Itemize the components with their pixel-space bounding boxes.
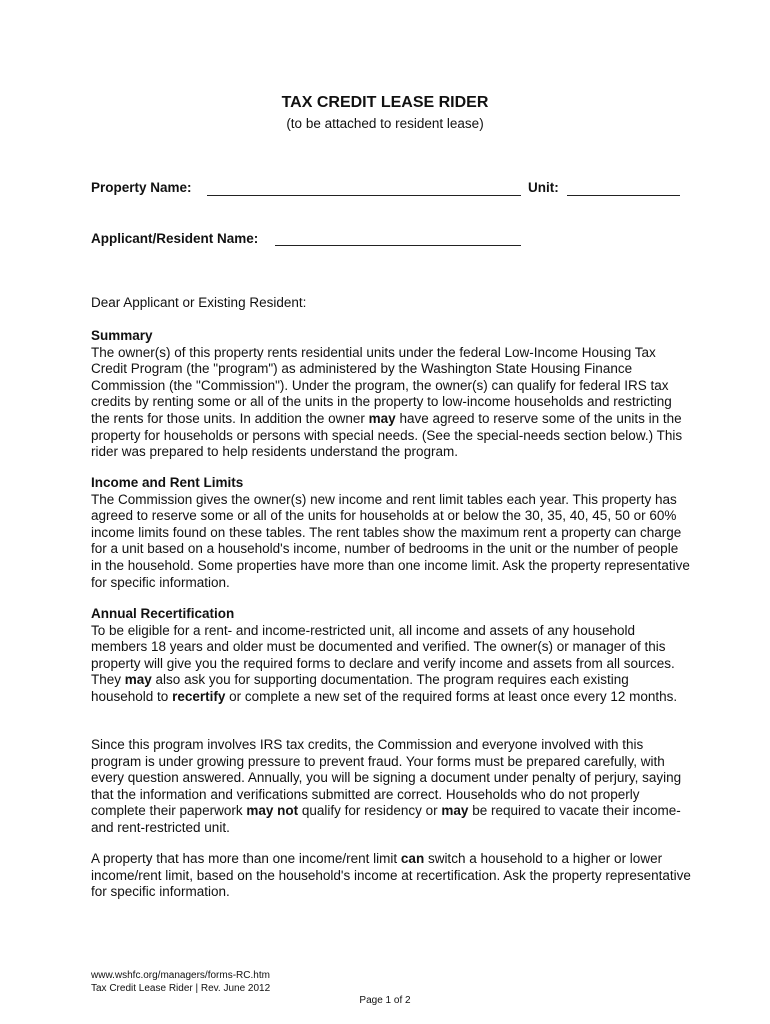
switch-section [91,851,691,901]
recertification-text-2: also ask you for supporting documentation. The program requires each existing household to [91,672,629,704]
switch-bold-1: can [400,851,425,866]
property-name-label: Property Name: [91,180,192,195]
footer-page-number: Page 1 of 2 [359,995,411,1006]
recertification-section [91,606,691,706]
fraud-bold-2: may [441,803,469,819]
unit-field[interactable] [567,195,680,196]
recertification-bold-1: may [124,672,152,688]
recertification-bold-2: recertify [172,688,226,704]
document-title: TAX CREDIT LEASE RIDER [281,94,489,111]
applicant-name-field[interactable] [275,245,521,246]
income-limits-section [91,475,691,591]
footer-revision: Tax Credit Lease Rider | Rev. June 2012 [91,983,271,994]
recertification-text-1: To be eligible for a rent- and income-restricted unit, all income and assets of any household members 18 years and older must be documented and verified. The owner(s) or manager of this property will give you the required forms to declare and verify income and assets from all sources. They [91,622,675,688]
fraud-text-3: be required to vacate their income- and rent-restricted unit. [91,803,681,835]
switch-text-2: switch a household to a higher or lower income/rent limit, based on the household's income at recertification. Ask the property representative for specific information. [91,851,691,900]
unit-label: Unit: [528,180,559,195]
footer-url: www.wshfc.org/managers/forms-RC.htm [91,970,270,981]
property-name-field[interactable] [207,195,521,196]
greeting: Dear Applicant or Existing Resident: [91,295,307,310]
summary-text-1: The owner(s) of this property rents residential units under the federal Low-Income Housing Tax Credit Program (the "program") as administered by the Washington State Housing Finance Commission (the "Commission"). Under the program, the owner(s) can qualify for federal IRS tax credits by renting some or all of the units in the property to low-income households and restricting the rents for those units. In addition the owner [91,344,672,426]
applicant-name-label: Applicant/Resident Name: [91,231,259,246]
switch-text-1: A property that has more than one income/rent limit [91,851,401,866]
summary-bold-1: may [368,410,396,426]
fraud-bold-1: may not [246,803,299,819]
fraud-text-2: qualify for residency or [298,803,442,819]
document-subtitle: (to be attached to resident lease) [286,116,484,131]
summary-section [91,328,691,461]
recertification-text-3: or complete a new set of the required forms at least once every 12 months. [225,688,678,704]
fraud-section [91,737,691,837]
income-limits-heading: Income and Rent Limits [91,475,244,490]
income-limits-text: The Commission gives the owner(s) new income and rent limit tables each year. This property has agreed to reserve some or all of the units for households at or below the 30, 35, 40, 45, 50 or 60% income limits found on these tables. The rent tables show the maximum rent a property can charge for a unit based on a household's income, number of bedrooms in the unit or the number of people in the household. Some properties have more than one income limit. Ask the property representative for specific information. [91,491,690,590]
recertification-heading: Annual Recertification [91,606,235,621]
summary-heading: Summary [91,328,153,343]
fraud-text-1: Since this program involves IRS tax credits, the Commission and everyone involved with this program is under growing pressure to prevent fraud. Your forms must be prepared carefully, with every question answered. Annually, you will be signing a document under penalty of perjury, saying that the information and verifications submitted are correct. Households who do not properly complete their paperwork [91,737,682,819]
summary-text-2: have agreed to reserve some of the units in the property for households or persons with special needs. (See the special-needs section below.) This rider was prepared to help residents understand the program. [91,410,683,460]
